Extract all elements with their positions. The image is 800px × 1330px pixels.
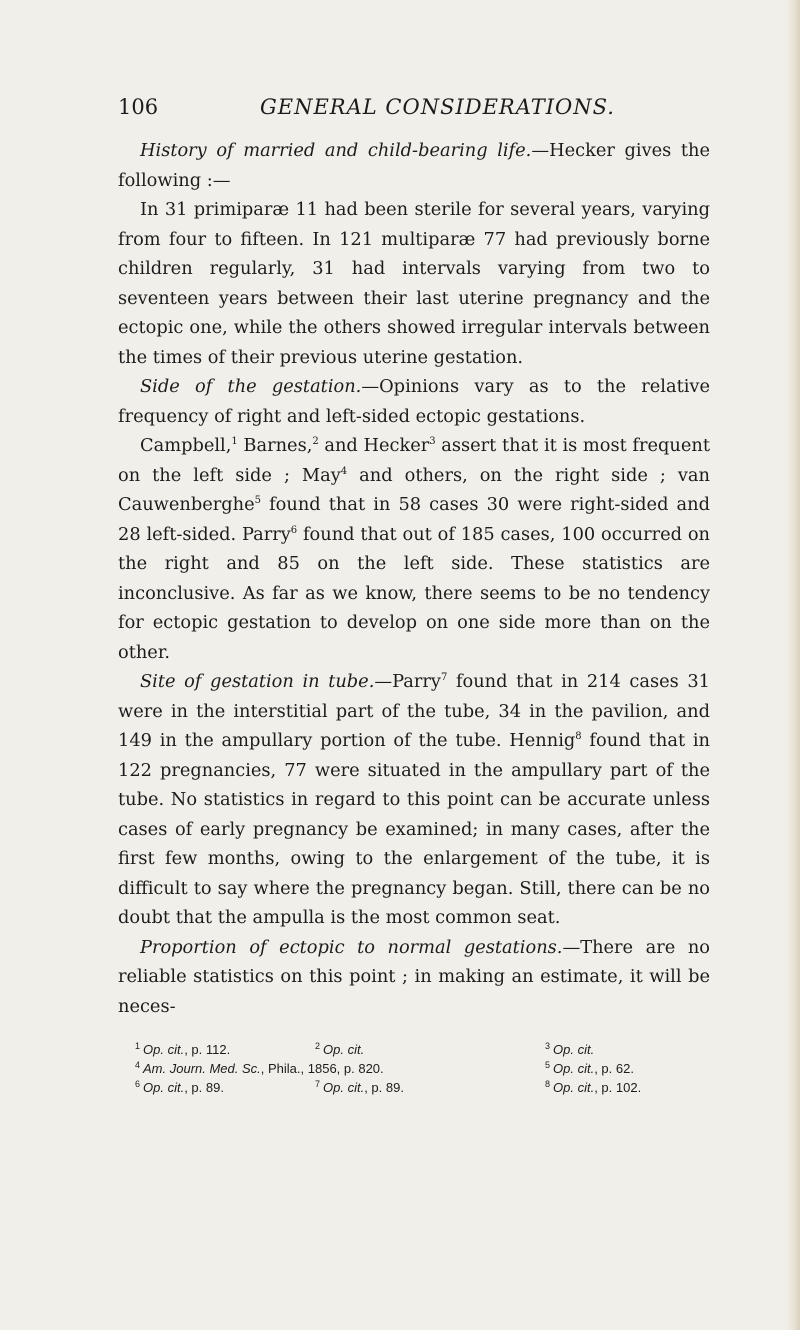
footnote-detail: , p. 89. — [184, 1080, 224, 1095]
footnote-source: Op. cit. — [553, 1042, 595, 1057]
paragraph-text: —There are no reliable statistics on this point ; in making an estimate, it will be neces- — [118, 936, 710, 1017]
footnotes — [135, 1040, 695, 1097]
text-run: found that in 58 cases 30 were right-sided and 28 left-sided. Parry — [118, 494, 710, 545]
paragraph-text: —Opinions vary as to the relative frequency of right and left-sided ectopic gestations. — [118, 376, 710, 427]
footnote-ref: 8 — [575, 731, 582, 743]
paragraph-side — [118, 372, 710, 431]
footnote-row — [135, 1078, 695, 1097]
footnote-detail: , p. 102. — [594, 1080, 642, 1095]
footnote-mark: 8 — [545, 1078, 551, 1089]
footnote-source: Op. cit. — [553, 1061, 595, 1076]
footnote-6 — [135, 1078, 224, 1097]
footnote-source: Op. cit. — [143, 1042, 185, 1057]
body-text — [118, 136, 710, 1021]
footnote-source: Op. cit. — [323, 1042, 365, 1057]
footnote-ref: 4 — [340, 465, 348, 477]
footnote-detail: , p. 89. — [364, 1080, 404, 1095]
footnote-ref: 6 — [290, 524, 298, 536]
text-run: Barnes, — [237, 435, 313, 456]
footnote-mark: 5 — [545, 1059, 551, 1070]
footnote-2 — [315, 1040, 364, 1059]
footnote-ref: 3 — [429, 436, 436, 448]
footnote-mark: 6 — [135, 1078, 141, 1089]
footnote-mark: 3 — [545, 1040, 551, 1051]
text-run: and Hecker — [318, 435, 430, 456]
text-run: found that in 122 pregnancies, 77 were situated in the ampullary part of the tube. No statistics in regard to this point can be accurate unless cases of early pregnancy be examined; in many cases, after the first few months, owing to the enlargement of the tube, it is difficult to say where the pregnancy began. Still, there can be no doubt that the ampulla is the most common seat. — [118, 730, 711, 928]
footnote-1 — [135, 1040, 230, 1059]
footnote-source: Op. cit. — [553, 1080, 595, 1095]
footnote-source: Am. Journ. Med. Sc. — [143, 1061, 261, 1076]
footnote-5 — [545, 1059, 634, 1078]
footnote-source: Op. cit. — [143, 1080, 185, 1095]
section-heading: Side of the gestation. — [140, 376, 362, 397]
footnote-detail: , p. 112. — [184, 1042, 231, 1057]
footnote-mark: 2 — [315, 1040, 321, 1051]
footnote-ref: 1 — [231, 436, 238, 448]
text-run: —Parry — [374, 671, 441, 692]
footnote-3 — [545, 1040, 594, 1059]
footnote-7 — [315, 1078, 404, 1097]
footnote-ref: 2 — [312, 436, 319, 448]
section-heading: Proportion of ectopic to normal gestations. — [140, 936, 563, 958]
text-run: found that out of 185 cases, 100 occurred on the right and 85 on the left side. These statistics are inconclusive. As far as we know, there seems to be no tendency for ectopic gestation to develop on one side more than on the other. — [118, 523, 710, 663]
text-run: found that in 214 cases 31 were in the interstitial part of the tube, 34 in the pavilion, and 149 in the ampullary portion of the tube. Hennig — [118, 671, 710, 751]
text-run: Campbell, — [140, 435, 232, 456]
page-number: 106 — [118, 95, 159, 119]
footnote-source: Op. cit. — [323, 1080, 365, 1095]
footnote-4 — [135, 1059, 384, 1078]
footnote-mark: 7 — [315, 1078, 321, 1089]
section-heading: Site of gestation in tube. — [140, 671, 375, 692]
page-edge — [786, 0, 800, 1330]
running-head: GENERAL CONSIDERATIONS. — [260, 95, 615, 119]
paragraph-text: In 31 primiparæ 11 had been sterile for several years, varying from four to fifteen. In 121 multiparæ 77 had previously borne children regularly, 31 had intervals varying from two to seventeen years between their last uterine pregnancy and the ectopic one, while the others showed irregular intervals between the times of their previous uterine gestation. — [118, 199, 710, 368]
text-run: and others, on the right side ; van Cauwenberghe — [118, 464, 710, 515]
text-run: assert that it is most frequent on the left side ; May — [118, 435, 710, 486]
footnote-mark: 4 — [135, 1059, 141, 1070]
footnote-8 — [545, 1078, 641, 1097]
footnote-mark: 1 — [135, 1040, 141, 1051]
footnote-ref: 5 — [254, 495, 261, 507]
footnote-detail: , Phila., 1856, p. 820. — [260, 1061, 384, 1076]
footnote-detail: , p. 62. — [594, 1061, 634, 1076]
paragraph-history — [118, 136, 710, 195]
paragraph-site — [118, 667, 710, 933]
paragraph-text: —Hecker gives the following :— — [118, 140, 710, 191]
paragraph-authorities — [118, 431, 710, 667]
footnote-row — [135, 1040, 695, 1059]
paragraph-primiparae — [118, 195, 710, 372]
section-heading: History of married and child-bearing life. — [140, 140, 532, 161]
footnote-row — [135, 1059, 695, 1078]
paragraph-proportion — [118, 933, 710, 1022]
page-header — [118, 95, 718, 125]
footnote-ref: 7 — [440, 672, 448, 684]
